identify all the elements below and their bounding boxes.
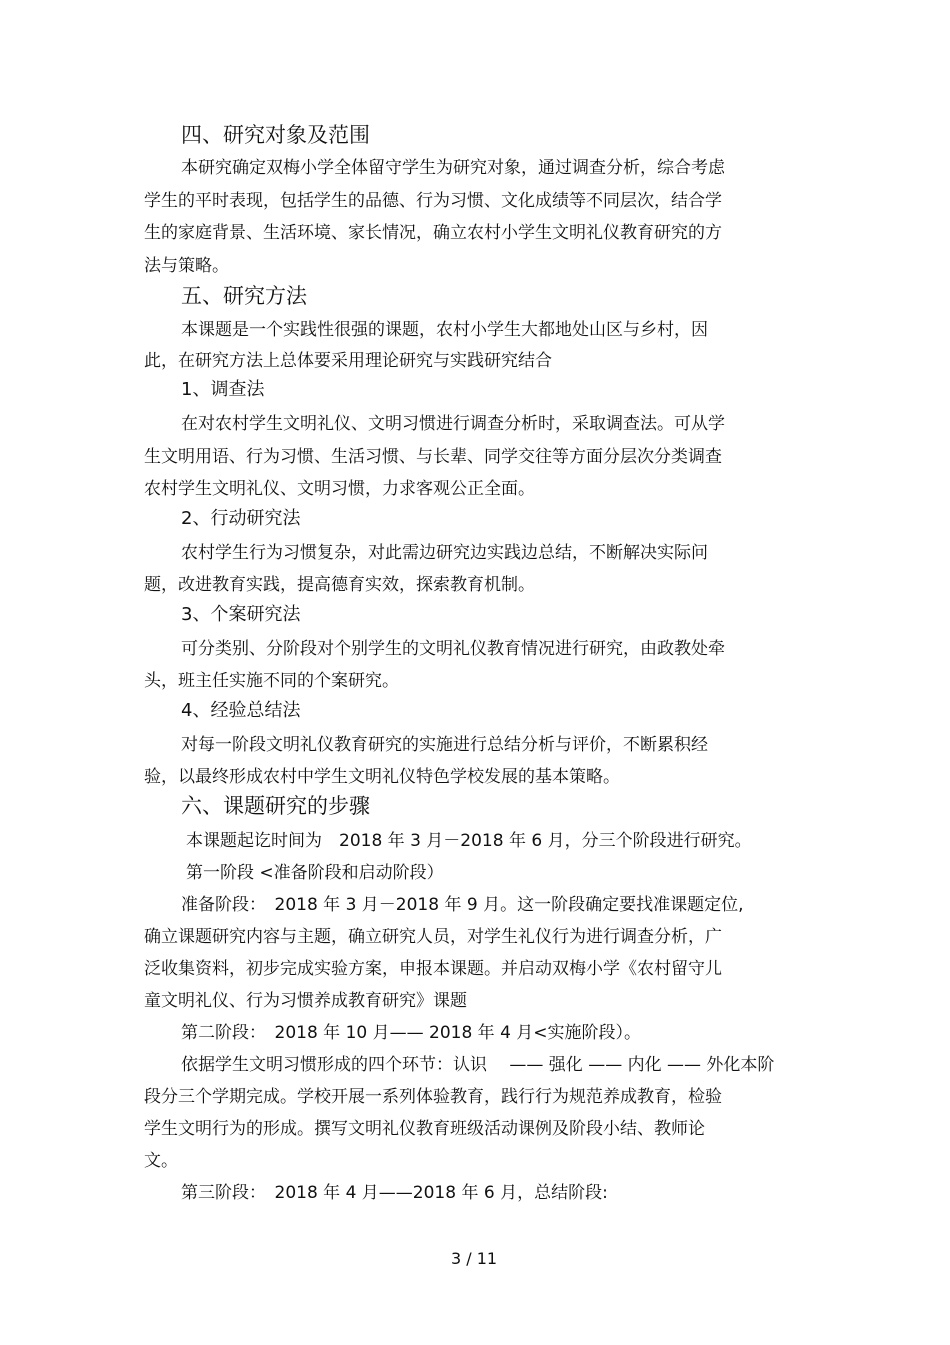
section-heading-5: 五、研究方法 [181,284,307,308]
paragraph-line: 头，班主任实施不同的个案研究。 [144,671,399,691]
paragraph-line: 学生的平时表现，包括学生的品德、行为习惯、文化成绩等不同层次，结合学 [144,191,722,211]
paragraph-line: 农村学生行为习惯复杂，对此需边研究边实践边总结，不断解决实际问 [181,543,708,563]
paragraph-line: 童文明礼仪、行为习惯养成教育研究》课题 [144,991,467,1011]
paragraph-line: 准备阶段： 2018 年 3 月－2018 年 9 月。这一阶段确定要找准课题定位, [181,895,744,915]
subsection-heading: 2、行动研究法 [181,508,301,529]
paragraph-line: 法与策略。 [144,256,229,276]
paragraph-line: 第三阶段： 2018 年 4 月——2018 年 6 月，总结阶段: [181,1183,608,1203]
paragraph-line: 本课题起讫时间为 2018 年 3 月－2018 年 6 月，分三个阶段进行研究。 [186,831,752,851]
paragraph-line: 在对农村学生文明礼仪、文明习惯进行调查分析时，采取调查法。可从学 [181,414,725,434]
paragraph-line: 农村学生文明礼仪、文明习惯，力求客观公正全面。 [144,479,535,499]
paragraph-line: 段分三个学期完成。学校开展一系列体验教育，践行行为规范养成教育，检验 [144,1087,722,1107]
paragraph-line: 学生文明行为的形成。撰写文明礼仪教育班级活动课例及阶段小结、教师论 [144,1119,705,1139]
subsection-heading: 4、经验总结法 [181,700,301,721]
paragraph-line: 依据学生文明习惯形成的四个环节：认识 —— 强化 —— 内化 —— 外化本阶 [181,1055,775,1075]
paragraph-line: 生文明用语、行为习惯、生活习惯、与长辈、同学交往等方面分层次分类调查 [144,447,722,467]
paragraph-line: 生的家庭背景、生活环境、家长情况，确立农村小学生文明礼仪教育研究的方 [144,223,722,243]
subsection-heading: 1、调查法 [181,379,265,400]
subsection-heading: 3、个案研究法 [181,604,301,625]
paragraph-line: 可分类别、分阶段对个别学生的文明礼仪教育情况进行研究，由政教处牵 [181,639,725,659]
paragraph-line: 第二阶段： 2018 年 10 月—— 2018 年 4 月<实施阶段）。 [181,1023,642,1043]
paragraph-line: 本研究确定双梅小学全体留守学生为研究对象，通过调查分析，综合考虑 [181,158,725,178]
paragraph-line: 本课题是一个实践性很强的课题，农村小学生大都地处山区与乡村，因 [181,320,708,340]
page-number: 3 / 11 [451,1249,498,1268]
paragraph-line: 文。 [144,1151,178,1171]
paragraph-line: 第一阶段 <准备阶段和启动阶段） [186,863,444,883]
paragraph-line: 确立课题研究内容与主题，确立研究人员，对学生礼仪行为进行调查分析，广 [144,927,722,947]
paragraph-line: 验，以最终形成农村中学生文明礼仪特色学校发展的基本策略。 [144,767,620,787]
paragraph-line: 此，在研究方法上总体要采用理论研究与实践研究结合 [144,351,552,371]
paragraph-line: 题，改进教育实践，提高德育实效，探索教育机制。 [144,575,535,595]
paragraph-line: 泛收集资料，初步完成实验方案，申报本课题。并启动双梅小学《农村留守儿 [144,959,722,979]
section-heading-4: 四、研究对象及范围 [181,123,370,147]
section-heading-6: 六、课题研究的步骤 [181,794,370,818]
paragraph-line: 对每一阶段文明礼仪教育研究的实施进行总结分析与评价，不断累积经 [181,735,708,755]
